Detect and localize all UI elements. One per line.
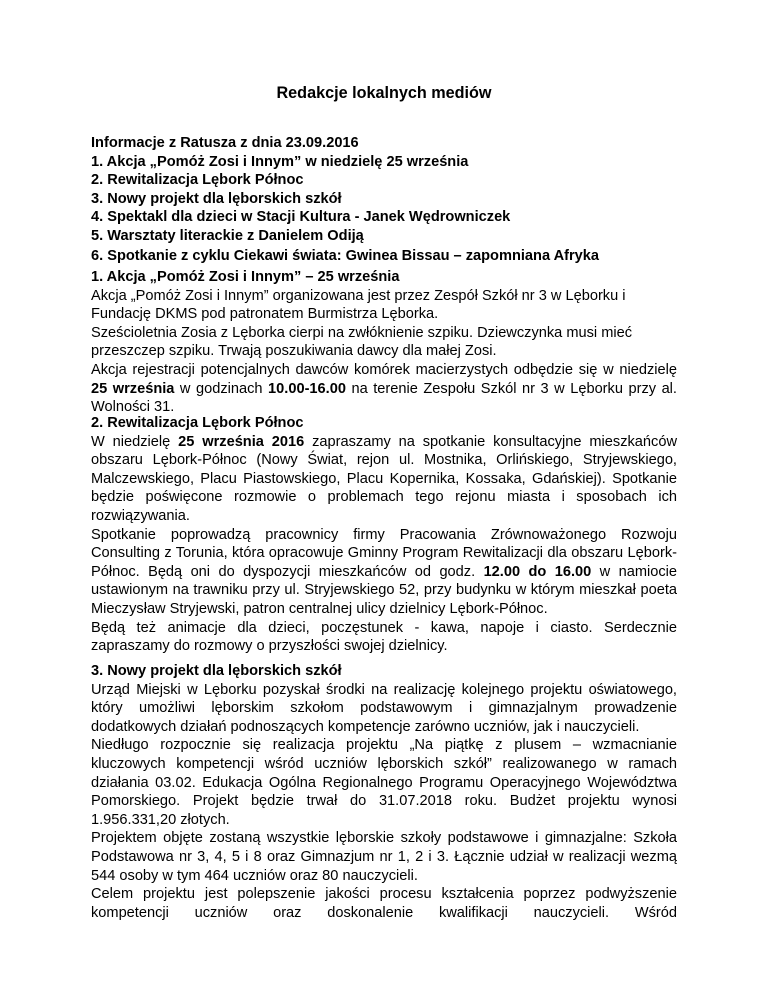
text: W niedzielę [91, 433, 179, 450]
paragraph [91, 361, 677, 417]
paragraph: Akcja „Pomóż Zosi i Innym” organizowana jest przez Zespół Szkół nr 3 w Lęborku i Fundację DKMS pod patronatem Burmistrza Lęborka. [91, 287, 626, 323]
paragraph: Sześcioletnia Zosia z Lęborka cierpi na zwłóknienie szpiku. Dziewczynka musi mieć przeszczep szpiku. Trwają poszukiwania dawcy dla małej Zosi. [91, 324, 633, 360]
paragraph: Celem projektu jest polepszenie jakości procesu kształcenia poprzez podwyższenie kompetencji uczniów oraz doskonalenie kwalifikacji nauczycieli. Wśród [91, 886, 677, 921]
table-of-contents [91, 134, 677, 265]
paragraph [91, 433, 677, 526]
document-title: Redakcje lokalnych mediów [276, 84, 492, 102]
text: na terenie Zespołu Szkól nr 3 w Lęborku przy al. Wolności 31. [91, 380, 677, 416]
paragraph: Urząd Miejski w Lęborku pozyskał środki na realizację kolejnego projektu oświatowego, który umożliwi lęborskim szkołom podstawowym i gimnazjalnym prowadzenie dodatkowych działań podnoszących kompetencje zarówno uczniów, jak i nauczycieli. [91, 681, 677, 735]
section-3 [91, 662, 677, 922]
highlight-hours: 12.00 do 16.00 [483, 563, 592, 580]
toc-item: 4. Spektakl dla dzieci w Stacji Kultura - Janek Wędrowniczek [91, 209, 511, 226]
paragraph: Niedługo rozpocznie się realizacja projektu „Na piątkę z plusem – wzmacnianie kluczowych kompetencji wśród uczniów lęborskich szkół” realizowanego w ramach działania 03.02. Edukacja Ogólna Regionalnego Programu Operacyjnego Województwa Pomorskiego. Projekt będzie trwał do 31.07.2018 roku. Budżet projektu wynosi 1.956.331,20 złotych. [91, 737, 677, 828]
section-heading: 1. Akcja „Pomóż Zosi i Innym” – 25 września [91, 269, 400, 285]
toc-item: 3. Nowy projekt dla lęborskich szkół [91, 190, 342, 207]
toc-item: 6. Spotkanie z cyklu Ciekawi świata: Gwinea Bissau – zapomniana Afryka [91, 247, 599, 264]
text: w namiocie ustawionym na trawniku przy ul. Stryjewskiego 52, przy budynku w którym mieszkał poeta Mieczysław Stryjewski, patron centralnej ulicy dzielnicy Lębork-Północ. [91, 563, 678, 617]
paragraph: Projektem objęte zostaną wszystkie lęborskie szkoły podstawowe i gimnazjalne: Szkoła Podstawowa nr 3, 4, 5 i 8 oraz Gimnazjum nr 1, 2 i 3. Łącznie udział w realizacji wezmą 544 osoby w tym 464 uczniów oraz 80 nauczycieli. [91, 830, 677, 884]
toc-item: 5. Warsztaty literackie z Danielem Odiją [91, 227, 364, 244]
text: w godzinach [174, 380, 269, 397]
toc-item: 1. Akcja „Pomóż Zosi i Innym” w niedzielę 25 września [91, 153, 469, 170]
paragraph [91, 526, 677, 619]
section-heading: 3. Nowy projekt dla lęborskich szkół [91, 663, 342, 679]
text: Akcja rejestracji potencjalnych dawców komórek macierzystych odbędzie się w niedzielę [91, 361, 677, 378]
highlight-hours: 10.00-16.00 [268, 380, 346, 397]
section-2 [91, 414, 677, 656]
text: zapraszamy na spotkanie konsultacyjne mieszkańców obszaru Lębork-Północ (Nowy Świat, rejon ul. Mostnika, Orlińskiego, Stryjewskiego, Malczewskiego, Placu Piastowskiego, Placu Kopernika, Kossaka, Gdańskiej). Spotkanie będzie poświęcone rozmowie o problemach tego rejonu miasta i sposobach ich rozwiązywania. [91, 433, 677, 524]
section-1 [91, 268, 677, 417]
toc-item: 2. Rewitalizacja Lębork Północ [91, 172, 304, 189]
text: Spotkanie poprowadzą pracownicy firmy Pracowania Zrównoważonego Rozwoju Consulting z Torunia, która opracowuje Gminny Program Rewitalizacji dla obszaru Lębork-Północ. Będą oni do dyspozycji mieszkańców od godz. [91, 526, 677, 580]
toc-header: Informacje z Ratusza z dnia 23.09.2016 [91, 135, 359, 151]
paragraph: Będą też animacje dla dzieci, poczęstunek - kawa, napoje i ciasto. Serdecznie zapraszamy do rozmowy o przyszłości swojej dzielnicy. [91, 619, 677, 655]
highlight-date: 25 września [91, 380, 175, 397]
highlight-date: 25 września 2016 [178, 433, 305, 450]
section-heading: 2. Rewitalizacja Lębork Północ [91, 415, 304, 431]
